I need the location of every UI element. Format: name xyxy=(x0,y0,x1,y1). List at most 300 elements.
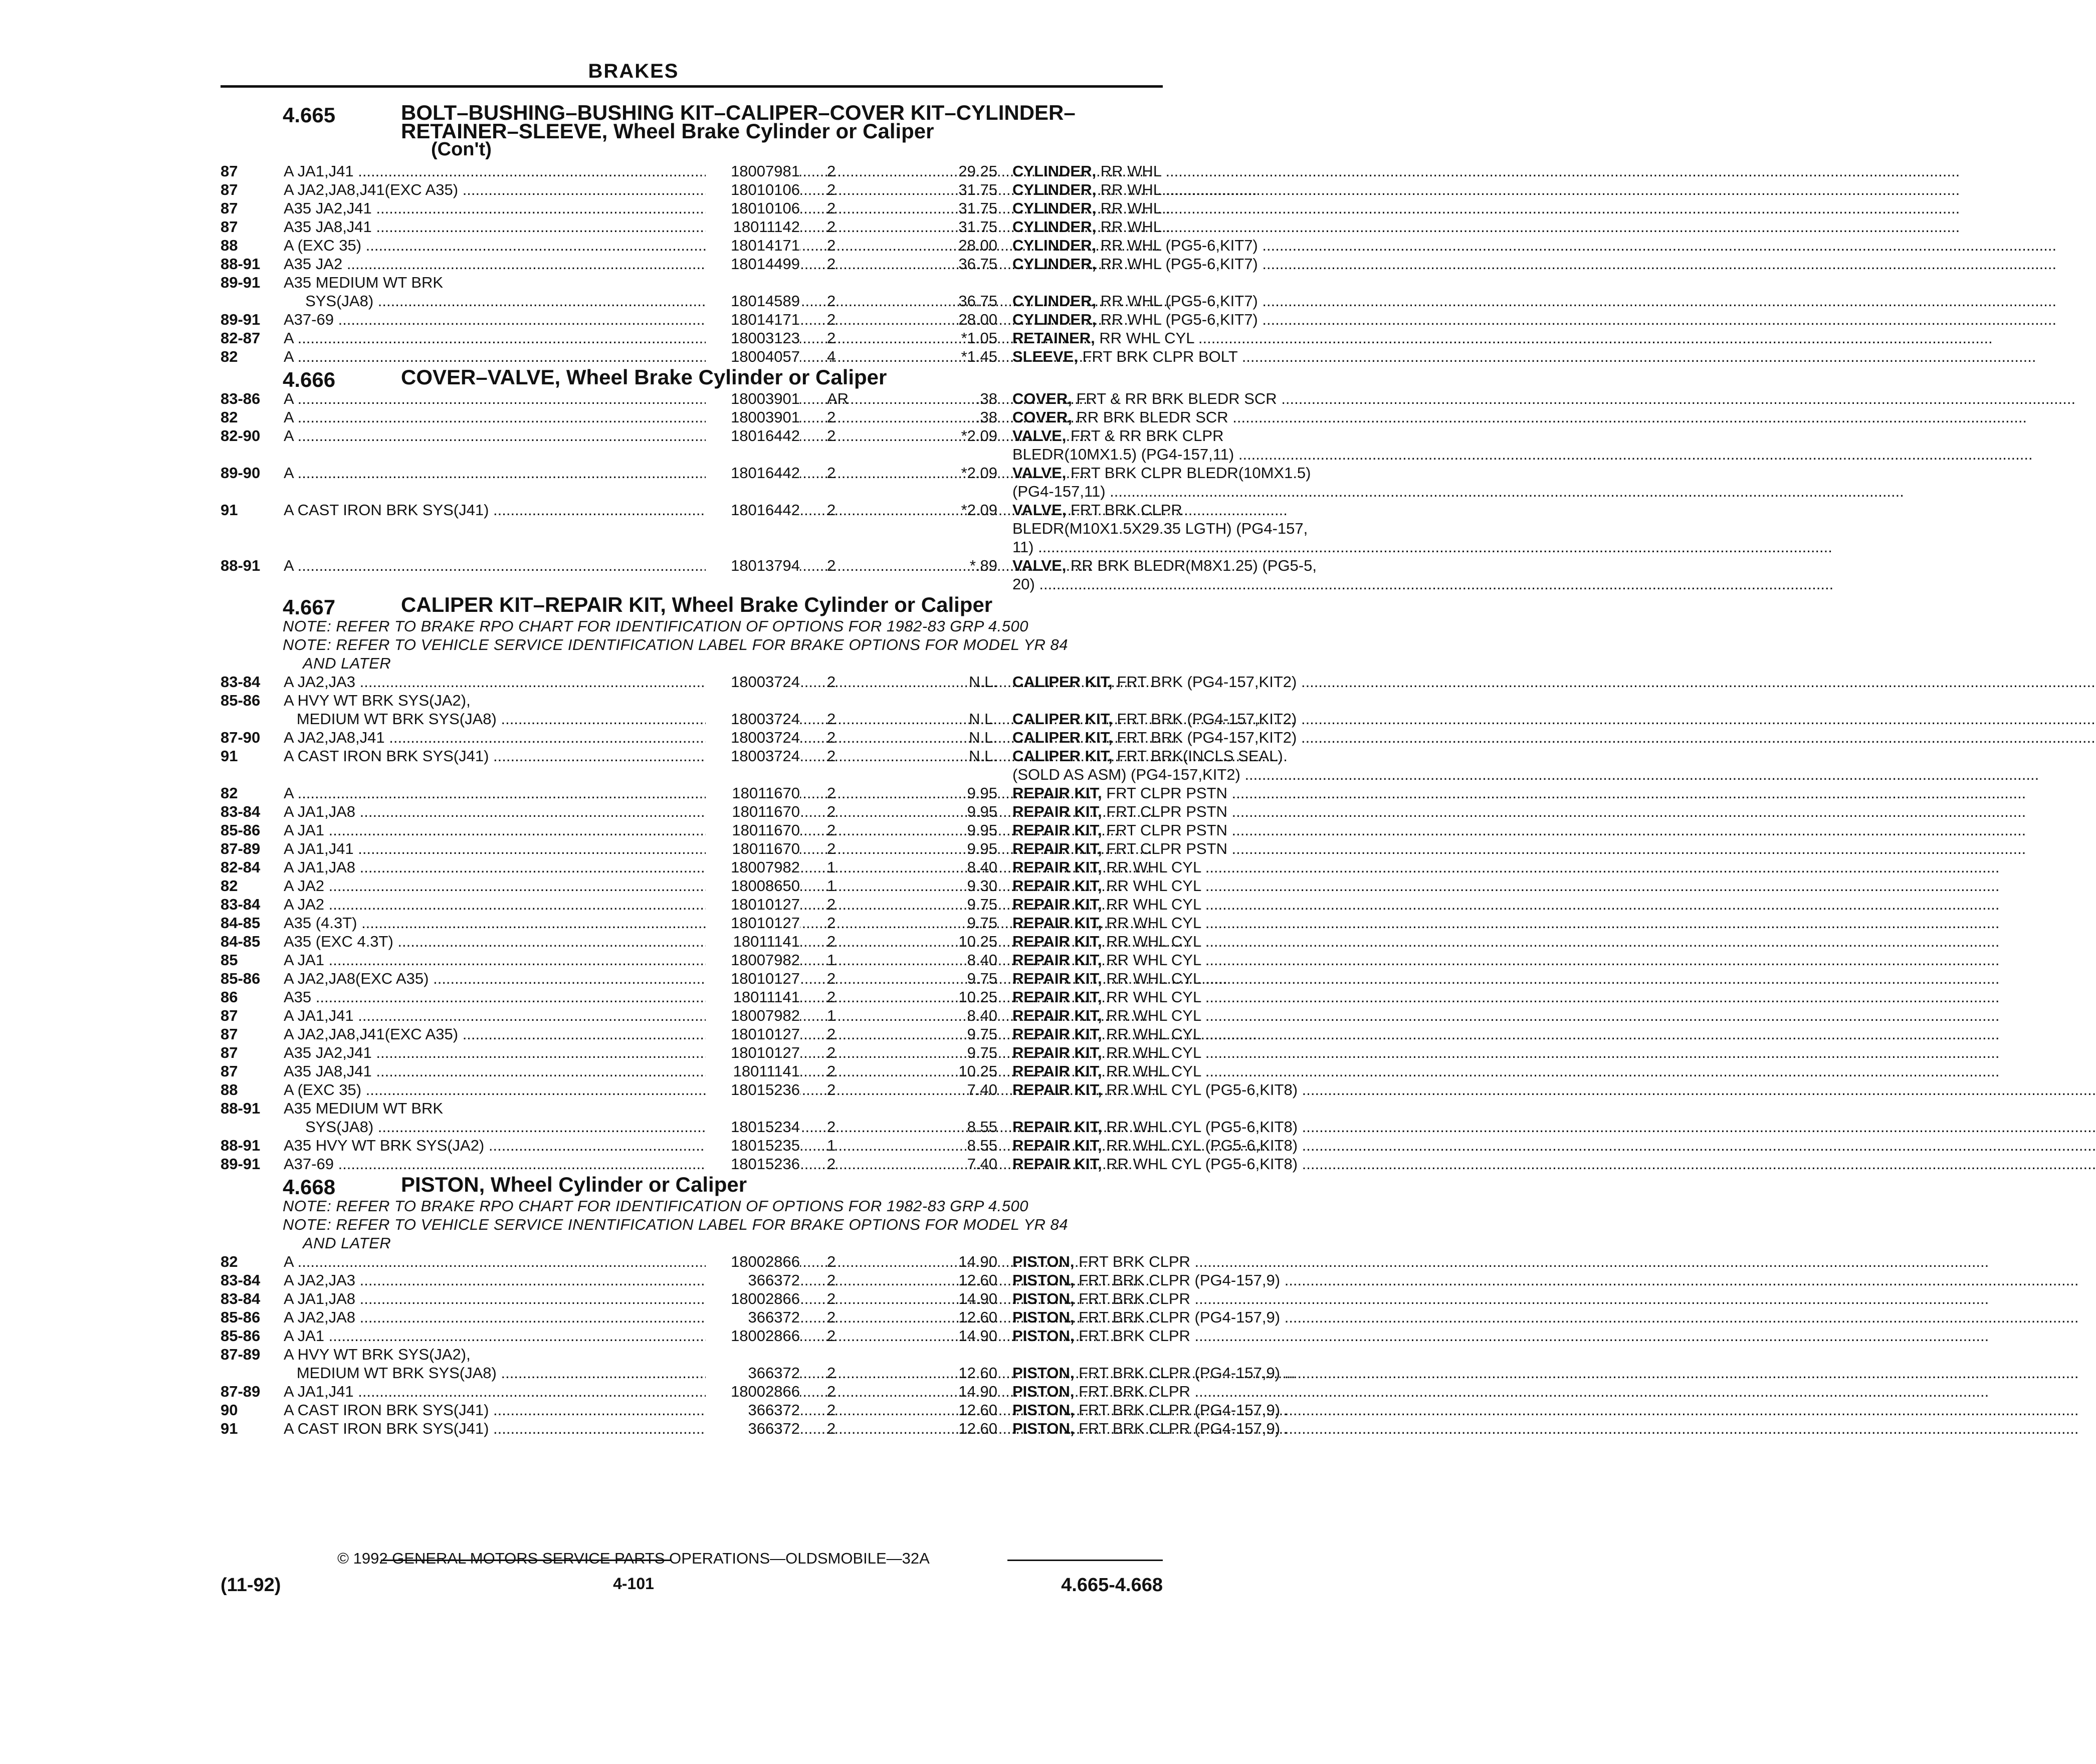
description-cell xyxy=(1012,1006,1373,1025)
part-name: VALVE, xyxy=(1012,501,1067,519)
model-years: 87-89 xyxy=(221,1346,261,1363)
price: 12.60 xyxy=(958,1420,997,1437)
footer-date-code: (11-92) xyxy=(221,1575,281,1596)
model-years: 86 xyxy=(221,988,238,1006)
part-description: FRT BRK CLPR xyxy=(1079,1253,1190,1270)
application-cell xyxy=(284,802,702,821)
quantity: 2 xyxy=(827,1271,836,1289)
price: 9.75 xyxy=(967,1044,997,1061)
description-cell xyxy=(1012,389,1373,408)
description-cell xyxy=(1012,1136,1373,1155)
table-row xyxy=(221,426,1224,445)
table-row xyxy=(221,932,1201,951)
application-cell xyxy=(284,691,702,710)
application-text: A JA2 xyxy=(284,877,324,895)
dot-leader xyxy=(1298,1155,2096,1173)
application-cell xyxy=(284,988,702,1006)
quantity: 2 xyxy=(827,1364,836,1382)
description-cell xyxy=(1012,802,1373,821)
section-number: 4.668 xyxy=(283,1175,336,1199)
dot-leader xyxy=(1106,483,1904,500)
part-number: 18016442 xyxy=(706,426,800,445)
application-cell xyxy=(284,728,702,747)
application-text: A xyxy=(284,1253,293,1270)
dot-leader xyxy=(1201,1025,1999,1043)
quantity: 2 xyxy=(827,729,836,746)
part-description: RR WHL xyxy=(1100,162,1161,180)
table-row xyxy=(221,1289,1190,1308)
table-row xyxy=(221,876,1201,895)
description-cell xyxy=(1012,482,1373,501)
description-cell xyxy=(1012,556,1373,575)
quantity: 1 xyxy=(827,1137,836,1154)
application-text: A37-69 xyxy=(284,311,334,328)
part-number: 18007982 xyxy=(706,951,800,969)
part-description: FRT CLPR PSTN xyxy=(1106,821,1227,839)
price: 31.75 xyxy=(958,218,997,236)
part-number: 18010127 xyxy=(706,1043,800,1062)
part-number: 366372 xyxy=(706,1364,800,1382)
description-cell xyxy=(1012,1252,1373,1271)
application-cell xyxy=(284,389,702,408)
part-number: 18007982 xyxy=(706,858,800,876)
application-text: A (EXC 35) xyxy=(284,237,362,254)
table-row xyxy=(221,273,1163,292)
part-number: 18013794 xyxy=(706,556,800,575)
price: *2.09 xyxy=(961,427,997,445)
table-row xyxy=(221,292,1258,310)
application-text: A xyxy=(284,348,293,365)
dot-leader xyxy=(1190,1327,1989,1345)
model-years: 85 xyxy=(221,951,238,969)
table-row xyxy=(221,236,1258,255)
quantity: 2 xyxy=(827,237,836,254)
part-description: RR WHL CYL xyxy=(1106,1044,1201,1061)
description-cell xyxy=(1012,821,1373,839)
price: 14.90 xyxy=(958,1290,997,1307)
table-row xyxy=(221,914,1201,932)
part-name: COVER, xyxy=(1012,408,1072,426)
quantity: 1 xyxy=(827,1007,836,1024)
part-description: RR WHL xyxy=(1100,199,1161,217)
dot-leader xyxy=(1227,840,2026,857)
table-row xyxy=(221,691,1163,710)
application-cell xyxy=(284,1006,702,1025)
part-number: 18007982 xyxy=(706,1006,800,1025)
part-name: PISTON, xyxy=(1012,1271,1075,1289)
dot-leader xyxy=(1280,1271,2078,1289)
part-description: FRT & RR BRK BLEDR SCR xyxy=(1076,390,1277,407)
part-description: FRT BRK CLPR xyxy=(1079,1383,1190,1400)
application-text: A35 JA8,J41 xyxy=(284,1062,372,1080)
description-cell xyxy=(1012,575,1373,593)
part-name: PISTON, xyxy=(1012,1290,1075,1307)
description-cell xyxy=(1012,1401,1373,1419)
application-text: MEDIUM WT BRK SYS(JA8) xyxy=(284,710,497,728)
table-row xyxy=(221,162,1163,180)
part-number: 18016442 xyxy=(706,501,800,519)
part-name: CALIPER KIT, xyxy=(1012,673,1113,691)
description-cell xyxy=(1012,310,1373,329)
application-text: A xyxy=(284,784,293,802)
description-cell xyxy=(1012,839,1373,858)
footer-group-range: 4.665-4.668 xyxy=(1061,1575,1163,1596)
dot-leader xyxy=(1190,1383,1989,1400)
part-description: (SOLD AS ASM) (PG4-157,KIT2) xyxy=(1012,766,1240,783)
description-cell xyxy=(1012,765,1373,784)
application-text: A35 HVY WT BRK SYS(JA2) xyxy=(284,1137,485,1154)
application-cell xyxy=(284,236,702,255)
application-cell xyxy=(284,464,702,482)
quantity: 2 xyxy=(827,199,836,217)
description-cell xyxy=(1012,914,1373,932)
description-cell xyxy=(1012,969,1373,988)
part-name: REPAIR KIT, xyxy=(1012,1044,1102,1061)
part-description: RR WHL CYL (PG5-6,KIT8) xyxy=(1106,1137,1298,1154)
price: N.L. xyxy=(969,673,997,691)
section-note: NOTE: REFER TO VEHICLE SERVICE IDENTIFICATION LABEL FOR BRAKE OPTIONS FOR MODEL YR 84 xyxy=(283,636,1069,653)
dot-leader xyxy=(1161,218,1960,236)
model-years: 88-91 xyxy=(221,1099,261,1117)
part-description: RR WHL CYL xyxy=(1106,988,1201,1006)
price: 12.60 xyxy=(958,1271,997,1289)
part-number: 18015236 xyxy=(706,1155,800,1173)
part-description: FRT BRK CLPR xyxy=(1079,1327,1190,1345)
part-number: 18014589 xyxy=(706,292,800,310)
price: 9.95 xyxy=(967,821,997,839)
price: 8.40 xyxy=(967,951,997,969)
part-number: 18003901 xyxy=(706,389,800,408)
part-description: RR WHL (PG5-6,KIT7) xyxy=(1100,311,1258,328)
application-cell xyxy=(284,347,702,366)
price: 29.25 xyxy=(958,162,997,180)
model-years: 82 xyxy=(221,1253,238,1270)
part-description: FRT BRK CLPR BLEDR(10MX1.5) xyxy=(1071,464,1311,482)
application-cell xyxy=(284,310,702,329)
model-years: 89-91 xyxy=(221,274,261,291)
price: *2.09 xyxy=(961,501,997,519)
section-title: BOLT–BUSHING–BUSHING KIT–CALIPER–COVER KIT–CYLINDER–RETAINER–SLEEVE, Wheel Brake Cylinder or Caliper xyxy=(401,101,1076,143)
application-text: A35 JA2,J41 xyxy=(284,1044,372,1061)
application-cell xyxy=(284,162,702,180)
part-number: 18014171 xyxy=(706,310,800,329)
application-cell xyxy=(284,1345,702,1364)
quantity: 2 xyxy=(827,710,836,728)
price: *2.09 xyxy=(961,464,997,482)
price: 12.60 xyxy=(958,1364,997,1382)
description-cell xyxy=(1012,876,1373,895)
part-name: REPAIR KIT, xyxy=(1012,858,1102,876)
section-note: NOTE: REFER TO BRAKE RPO CHART FOR IDENTIFICATION OF OPTIONS FOR 1982-83 GRP 4.500 xyxy=(283,617,1028,635)
part-number: 18010106 xyxy=(706,180,800,199)
table-row xyxy=(221,802,1227,821)
application-text: SYS(JA8) xyxy=(284,292,374,310)
application-cell xyxy=(284,1364,702,1382)
application-text: A HVY WT BRK SYS(JA2), xyxy=(284,692,471,709)
quantity: 2 xyxy=(827,427,836,445)
application-text: A35 MEDIUM WT BRK xyxy=(284,274,444,291)
table-row xyxy=(221,482,1163,501)
description-cell xyxy=(1012,1271,1373,1289)
footer-copyright: © 1992 GENERAL MOTORS SERVICE PARTS OPERATIONS—OLDSMOBILE—32A xyxy=(337,1550,930,1567)
price: 14.90 xyxy=(958,1327,997,1345)
application-text: A JA2,JA8(EXC A35) xyxy=(284,970,429,987)
price: 9.75 xyxy=(967,914,997,932)
part-number: 18015235 xyxy=(706,1136,800,1155)
model-years: 82-84 xyxy=(221,858,261,876)
part-number: 18010127 xyxy=(706,895,800,914)
application-cell xyxy=(284,747,702,765)
part-description: RR WHL CYL (PG5-6,KIT8) xyxy=(1106,1155,1298,1173)
description-cell xyxy=(1012,1118,1373,1136)
part-number: 18004057 xyxy=(706,347,800,366)
table-row xyxy=(221,329,1194,347)
table-row xyxy=(221,1099,1163,1118)
part-name: REPAIR KIT, xyxy=(1012,933,1102,950)
part-name: REPAIR KIT, xyxy=(1012,914,1102,932)
description-cell xyxy=(1012,1080,1373,1099)
dot-leader xyxy=(1258,292,2056,310)
dot-leader xyxy=(1297,729,2095,746)
quantity: 2 xyxy=(827,557,836,574)
quantity: 2 xyxy=(827,1290,836,1307)
application-text: A JA1,JA8 xyxy=(284,803,356,820)
application-cell xyxy=(284,1099,702,1118)
model-years: 88-91 xyxy=(221,557,261,574)
price: *.89 xyxy=(969,557,997,574)
part-description: FRT BRK (PG4-157,KIT2) xyxy=(1117,710,1297,728)
quantity: 2 xyxy=(827,464,836,482)
application-cell xyxy=(284,1401,702,1419)
model-years: 87 xyxy=(221,1062,238,1080)
application-text: A JA1 xyxy=(284,1327,324,1345)
price: 28.00 xyxy=(958,311,997,328)
part-number: 18007981 xyxy=(706,162,800,180)
part-number: 18010127 xyxy=(706,1025,800,1043)
price: 31.75 xyxy=(958,181,997,198)
description-cell xyxy=(1012,1364,1373,1382)
part-number: 18010127 xyxy=(706,969,800,988)
table-row xyxy=(221,1136,1298,1155)
dot-leader xyxy=(1298,1137,2096,1154)
part-number: 18010127 xyxy=(706,914,800,932)
description-cell xyxy=(1012,347,1373,366)
part-name: CYLINDER, xyxy=(1012,218,1097,236)
quantity: 2 xyxy=(827,1253,836,1270)
quantity: 2 xyxy=(827,311,836,328)
application-cell xyxy=(284,1062,702,1080)
quantity: 1 xyxy=(827,951,836,969)
model-years: 87 xyxy=(221,1025,238,1043)
application-text: A JA2,JA8,J41 xyxy=(284,729,385,746)
table-row xyxy=(221,1252,1190,1271)
description-cell xyxy=(1012,747,1373,765)
application-cell xyxy=(284,914,702,932)
quantity: 2 xyxy=(827,1327,836,1345)
quantity: 2 xyxy=(827,408,836,426)
table-row xyxy=(221,1118,1298,1136)
dot-leader xyxy=(1201,914,1999,932)
application-cell xyxy=(284,839,702,858)
price: N.L. xyxy=(969,729,997,746)
price: 10.25 xyxy=(958,1062,997,1080)
section-4-667 xyxy=(221,593,1298,1173)
description-cell xyxy=(1012,329,1373,347)
description-cell xyxy=(1012,199,1373,217)
application-cell xyxy=(284,1043,702,1062)
application-cell xyxy=(284,1419,702,1438)
section-note: NOTE: REFER TO VEHICLE SERVICE INENTIFICATION LABEL FOR BRAKE OPTIONS FOR MODEL YR 84 xyxy=(283,1216,1069,1233)
application-cell xyxy=(284,1382,702,1401)
section-heading xyxy=(221,366,1163,389)
application-cell xyxy=(284,426,702,445)
part-description: RR WHL CYL xyxy=(1106,858,1201,876)
quantity: 2 xyxy=(827,821,836,839)
part-description: RR WHL CYL xyxy=(1106,914,1201,932)
application-cell xyxy=(284,784,702,802)
application-text: A JA2,JA8 xyxy=(284,1308,356,1326)
table-row xyxy=(221,951,1201,969)
table-row xyxy=(221,1025,1201,1043)
price: 8.40 xyxy=(967,858,997,876)
table-row xyxy=(221,784,1227,802)
part-description: RR WHL CYL xyxy=(1106,970,1201,987)
part-name: PISTON, xyxy=(1012,1364,1075,1382)
part-name: PISTON, xyxy=(1012,1253,1075,1270)
description-cell xyxy=(1012,236,1373,255)
description-cell xyxy=(1012,858,1373,876)
application-text: A JA1,JA8 xyxy=(284,1290,356,1307)
price: N.L. xyxy=(969,710,997,728)
part-description: RR WHL (PG5-6,KIT7) xyxy=(1100,237,1258,254)
table-row xyxy=(221,1382,1190,1401)
table-row xyxy=(221,519,1308,538)
application-cell xyxy=(284,951,702,969)
table-row xyxy=(221,765,1240,784)
section-heading xyxy=(221,1173,1163,1197)
part-description: RR WHL CYL xyxy=(1106,1062,1201,1080)
table-row xyxy=(221,445,1234,464)
part-name: CALIPER KIT, xyxy=(1012,729,1113,746)
table-row xyxy=(221,839,1227,858)
dot-leader xyxy=(1201,951,1999,969)
application-cell xyxy=(284,1155,702,1173)
dot-leader xyxy=(1237,348,2036,365)
application-text: A JA1,JA8 xyxy=(284,858,356,876)
price: 9.75 xyxy=(967,896,997,913)
dot-leader xyxy=(1194,329,1992,347)
application-text: A37-69 xyxy=(284,1155,334,1173)
quantity: 2 xyxy=(827,329,836,347)
quantity: 1 xyxy=(827,858,836,876)
description-cell xyxy=(1012,408,1373,426)
part-name: CYLINDER, xyxy=(1012,199,1097,217)
table-row xyxy=(221,1271,1281,1289)
part-description: 11) xyxy=(1012,538,1034,556)
part-name: REPAIR KIT, xyxy=(1012,1062,1102,1080)
dot-leader xyxy=(1190,1290,1989,1307)
description-cell xyxy=(1012,988,1373,1006)
section-note: NOTE: REFER TO BRAKE RPO CHART FOR IDENTIFICATION OF OPTIONS FOR 1982-83 GRP 4.500 xyxy=(283,1197,1028,1215)
part-name: VALVE, xyxy=(1012,557,1067,574)
part-description: FRT BRK CLPR (PG4-157,9) xyxy=(1079,1308,1281,1326)
dot-leader xyxy=(1227,821,2026,839)
part-number: 18011670 xyxy=(706,821,800,839)
section-note: AND LATER xyxy=(303,654,391,672)
application-text: A JA1,J41 xyxy=(284,1383,354,1400)
dot-leader xyxy=(1161,162,1960,180)
section-4-665 xyxy=(221,101,1258,366)
model-years: 88 xyxy=(221,1081,238,1098)
description-cell xyxy=(1012,784,1373,802)
part-name: REPAIR KIT, xyxy=(1012,988,1102,1006)
part-description: FRT CLPR PSTN xyxy=(1106,803,1227,820)
price: 14.90 xyxy=(958,1253,997,1270)
part-number: 18011670 xyxy=(706,784,800,802)
part-description: FRT BRK CLPR (PG4-157,9) xyxy=(1079,1271,1281,1289)
part-number: 18002866 xyxy=(706,1289,800,1308)
part-name: REPAIR KIT, xyxy=(1012,970,1102,987)
table-row xyxy=(221,556,1317,575)
price: 7.40 xyxy=(967,1081,997,1098)
application-text: A JA1,J41 xyxy=(284,162,354,180)
section-number: 4.667 xyxy=(283,595,336,619)
description-cell xyxy=(1012,501,1373,519)
quantity: 2 xyxy=(827,970,836,987)
section-note: AND LATER xyxy=(303,1234,391,1252)
table-row xyxy=(221,389,1277,408)
model-years: 87 xyxy=(221,218,238,236)
part-number: 18014171 xyxy=(706,236,800,255)
price: 36.75 xyxy=(958,292,997,310)
part-description: FRT BRK CLPR (PG4-157,9) xyxy=(1079,1401,1281,1419)
table-row xyxy=(221,710,1297,728)
table-row xyxy=(221,1006,1201,1025)
table-row xyxy=(221,255,1258,273)
quantity: 2 xyxy=(827,1155,836,1173)
table-row xyxy=(221,969,1201,988)
part-name: CYLINDER, xyxy=(1012,292,1097,310)
model-years: 82 xyxy=(221,784,238,802)
dot-leader xyxy=(1298,1118,2096,1136)
dot-leader xyxy=(1201,877,1999,895)
application-cell xyxy=(284,556,702,575)
application-cell xyxy=(284,180,702,199)
part-number: 18010106 xyxy=(706,199,800,217)
application-cell xyxy=(284,292,702,310)
model-years: 83-84 xyxy=(221,673,261,691)
description-cell xyxy=(1012,180,1373,199)
application-cell xyxy=(284,1252,702,1271)
quantity: 2 xyxy=(827,988,836,1006)
application-cell xyxy=(284,408,702,426)
application-text: A JA2 xyxy=(284,896,324,913)
application-text: A xyxy=(284,427,293,445)
application-text: A35 JA2,J41 xyxy=(284,199,372,217)
part-name: CYLINDER, xyxy=(1012,162,1097,180)
application-cell xyxy=(284,1025,702,1043)
part-description: RR WHL CYL xyxy=(1106,877,1201,895)
quantity: 2 xyxy=(827,1118,836,1136)
table-row xyxy=(221,747,1283,765)
application-text: A CAST IRON BRK SYS(J41) xyxy=(284,1401,489,1419)
application-text: A JA1,J41 xyxy=(284,1007,354,1024)
part-number: 18011141 xyxy=(706,932,800,951)
quantity: 2 xyxy=(827,1401,836,1419)
model-years: 87-90 xyxy=(221,729,261,746)
part-number: 18011141 xyxy=(706,988,800,1006)
part-description: RR BRK BLEDR SCR xyxy=(1076,408,1228,426)
